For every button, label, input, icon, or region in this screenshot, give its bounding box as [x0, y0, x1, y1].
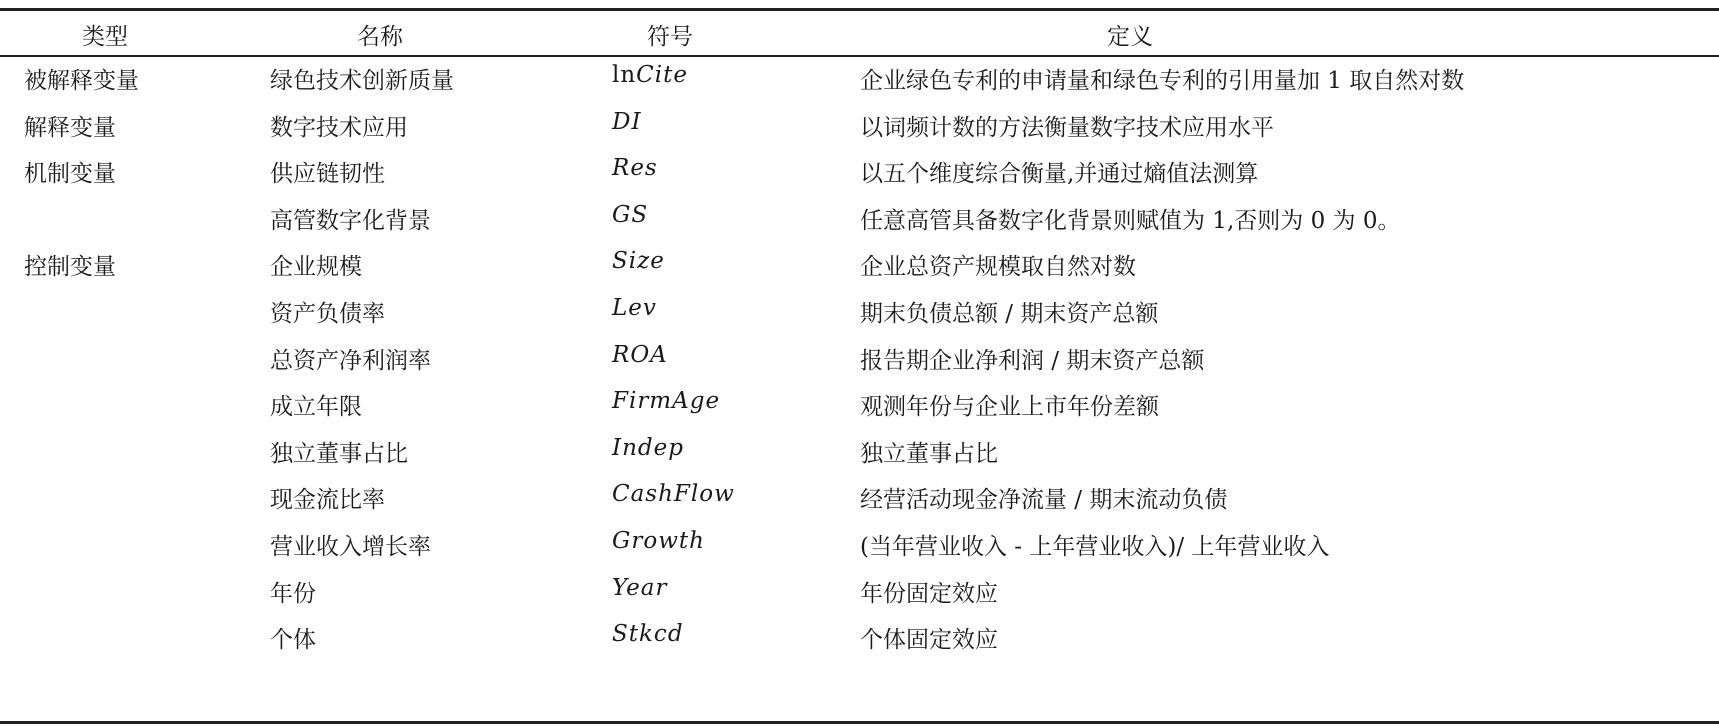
- cell-name: 资产负债率: [270, 301, 385, 327]
- cell-name: 企业规模: [270, 254, 362, 281]
- cell-name: 营业收入增长率: [270, 534, 431, 560]
- cell-symbol: [612, 621, 684, 647]
- table-row: [0, 52, 1719, 102]
- table-row: [0, 425, 1719, 475]
- cell-definition: 报告期企业净利润 / 期末资产总额: [860, 347, 1205, 374]
- cell-symbol: [612, 528, 705, 554]
- table-row: [0, 611, 1719, 661]
- cell-symbol: [612, 481, 735, 507]
- cell-definition: 经营活动现金净流量 / 期末流动负债: [860, 487, 1228, 514]
- table-bottom-rule: [0, 721, 1719, 724]
- table-row: [0, 565, 1719, 615]
- cell-name: 高管数字化背景: [270, 207, 431, 234]
- table-row: [0, 518, 1719, 568]
- cell-symbol: [612, 202, 648, 228]
- cell-definition: 任意高管具备数字化背景则赋值为 1,否则为 0 为 0。: [860, 207, 1401, 234]
- cell-symbol: [612, 575, 668, 601]
- cell-name: 绿色技术创新质量: [270, 68, 454, 94]
- table-row: [0, 378, 1719, 428]
- cell-type: 解释变量: [24, 114, 116, 141]
- cell-definition: 期末负债总额 / 期末资产总额: [860, 301, 1159, 327]
- symbol-text: Size: [612, 248, 665, 275]
- symbol-text: Stkcd: [612, 621, 684, 648]
- table-top-rule: [0, 8, 1719, 11]
- cell-symbol: [612, 435, 684, 461]
- cell-definition: 独立董事占比: [860, 440, 998, 467]
- symbol-text: FirmAge: [612, 388, 721, 415]
- cell-type: 控制变量: [24, 254, 116, 281]
- cell-definition: 以词频计数的方法衡量数字技术应用水平: [860, 114, 1274, 141]
- header-definition: 定义: [1107, 24, 1153, 50]
- table-row: [0, 285, 1719, 335]
- symbol-text: DI: [612, 108, 642, 135]
- cell-definition: 年份固定效应: [860, 580, 998, 607]
- cell-symbol: [612, 342, 668, 368]
- cell-definition: 观测年份与企业上市年份差额: [860, 394, 1159, 421]
- table-header-row: [0, 12, 1719, 54]
- symbol-prefix: ln: [612, 62, 637, 88]
- table-row: [0, 238, 1719, 288]
- cell-type: 被解释变量: [24, 68, 139, 94]
- cell-type: 机制变量: [24, 161, 116, 188]
- cell-symbol: [612, 109, 642, 135]
- cell-name: 年份: [270, 580, 316, 607]
- cell-name: 数字技术应用: [270, 114, 408, 141]
- symbol-text: Res: [612, 155, 658, 182]
- cell-symbol: [612, 388, 720, 414]
- cell-name: 供应链韧性: [270, 161, 385, 188]
- cell-name: 现金流比率: [270, 487, 385, 514]
- table-row: [0, 332, 1719, 382]
- symbol-text: Year: [612, 574, 668, 601]
- cell-name: 成立年限: [270, 394, 362, 421]
- symbol-text: GS: [612, 201, 649, 228]
- header-type: 类型: [82, 24, 128, 50]
- cell-symbol: [612, 155, 658, 181]
- table-row: [0, 192, 1719, 242]
- cell-symbol: [612, 295, 657, 321]
- cell-definition: 企业绿色专利的申请量和绿色专利的引用量加 1 取自然对数: [860, 68, 1465, 94]
- cell-symbol: [612, 62, 688, 88]
- cell-symbol: [612, 248, 665, 274]
- symbol-text: Growth: [612, 528, 705, 554]
- cell-name: 独立董事占比: [270, 440, 408, 467]
- cell-definition: 以五个维度综合衡量,并通过熵值法测算: [860, 161, 1259, 188]
- symbol-text: Lev: [612, 295, 657, 321]
- table-row: [0, 471, 1719, 521]
- cell-definition: 个体固定效应: [860, 627, 998, 654]
- header-symbol: 符号: [647, 24, 693, 50]
- cell-definition: (当年营业收入 - 上年营业收入)/ 上年营业收入: [860, 534, 1330, 560]
- symbol-text: Cite: [636, 62, 688, 88]
- symbol-text: Indep: [612, 434, 684, 461]
- symbol-text: CashFlow: [612, 481, 735, 508]
- symbol-text: ROA: [612, 341, 668, 368]
- cell-definition: 企业总资产规模取自然对数: [860, 254, 1136, 281]
- header-name: 名称: [357, 24, 403, 50]
- cell-name: 个体: [270, 627, 316, 654]
- table-row: [0, 99, 1719, 149]
- table-row: [0, 145, 1719, 195]
- cell-name: 总资产净利润率: [270, 347, 431, 374]
